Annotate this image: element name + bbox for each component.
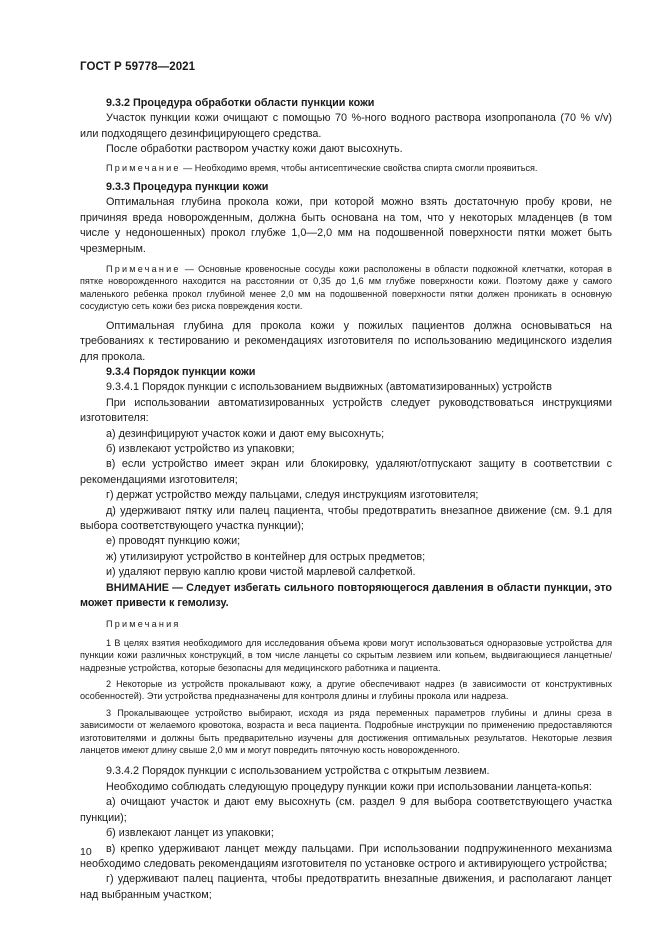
note-label: Примечание <box>106 264 181 275</box>
paragraph: При использовании автоматизированных устройств следует руководствоваться инструкциями изготовителя: <box>80 396 612 425</box>
page-number: 10 <box>80 846 92 858</box>
notes-label: Примечания <box>106 619 181 630</box>
note <box>80 162 612 174</box>
list-item: в) если устройство имеет экран или блокировку, удаляют/отпускают защиту в соответствии с рекомендациями изготовителя; <box>80 458 612 486</box>
note-item: 1 В целях взятия необходимого для исследования объема крови могут использоваться одноразовые устройства для пункции кожи различных конструкций, в том числе ланцеты со скрытым лезвием или копьем, выдвигающиеся ланцетные/надрезные устройства, которые безопасны для медицинского работника и пациента. <box>80 637 612 673</box>
list-item: а) очищают участок и дают ему высохнуть (см. раздел 9 для выбора соответствующего участка пункции); <box>80 796 612 824</box>
page-body <box>80 96 612 903</box>
document-header: ГОСТ Р 59778—2021 <box>80 61 196 73</box>
list-item: б) извлекают устройство из упаковки; <box>106 442 295 455</box>
section-heading-9-3-2: 9.3.2 Процедура обработки области пункции кожи <box>106 97 375 109</box>
subsection-9-3-4-1: 9.3.4.1 Порядок пункции с использованием выдвижных (автоматизированных) устройств <box>106 381 552 394</box>
list-item: д) удерживают пятку или палец пациента, чтобы предотвратить внезапное движение (см. 9.1 для выбора соответствующего участка пункции); <box>80 504 612 532</box>
paragraph: Необходимо соблюдать следующую процедуру пункции кожи при использовании ланцета-копья: <box>106 780 592 793</box>
paragraph: Оптимальная глубина прокола кожи, при которой можно взять достаточную пробу крови, не причиняя вреда новорожденным, должна быть основана на том, что у некоторых младенцев (в том числе у недоношенных) прокол глубже 1,0—2,0 мм на подошвенной поверхности пятки может быть чрезмерным. <box>80 196 612 255</box>
section-heading-9-3-4: 9.3.4 Порядок пункции кожи <box>106 365 256 378</box>
list-item: и) удаляют первую каплю крови чистой марлевой салфеткой. <box>106 566 416 579</box>
note-label: Примечание <box>106 162 181 173</box>
note-item: 3 Прокалывающее устройство выбирают, исходя из ряда переменных параметров глубины и длины среза в зависимости от желаемого кровотока, возраста и веса пациента. Подробные инструкции по применению предоставляются изготовителями и должны быть предварительно изучены для достижения оптимальных результатов. Некоторые лезвия ланцетов имеют длину свыше 2,0 мм и могут повредить пяточную кость новорожденного. <box>80 707 612 756</box>
warning: ВНИМАНИЕ — Следует избегать сильного повторяющегося давления в области пункции, это может привести к гемолизу. <box>80 581 612 609</box>
list-item: а) дезинфицируют участок кожи и дают ему высохнуть; <box>106 427 385 440</box>
list-item: ж) утилизируют устройство в контейнер для острых предметов; <box>106 550 426 563</box>
section-heading-9-3-3: 9.3.3 Процедура пункции кожи <box>106 181 269 194</box>
note-item: 2 Некоторые из устройств прокалывают кожу, а другие обеспечивают надрез (в зависимости от конструктивных особенностей). Эти устройства предназначены для контроля длины и глубины прокола или надреза. <box>80 679 612 702</box>
list-item: г) держат устройство между пальцами, следуя инструкциям изготовителя; <box>106 489 479 502</box>
list-item: в) крепко удерживают ланцет между пальцами. При использовании подпружиненного механизма необходимо следовать рекомендациям изготовителя по установке острого и активирующего устройства; <box>80 842 612 870</box>
list-item: б) извлекают ланцет из упаковки; <box>106 827 274 840</box>
paragraph: Участок пункции кожи очищают с помощью 70 %-ного водного раствора изопропанола (70 % v/v) или подходящего дезинфицирующего средства. <box>80 112 612 140</box>
list-item: г) удерживают палец пациента, чтобы предотвратить внезапные движения, и располагают ланцет над выбранным участком; <box>80 873 612 901</box>
note-text: — Необходимо время, чтобы антисептические свойства спирта смогли проявиться. <box>180 162 538 173</box>
paragraph: Оптимальная глубина для прокола кожи у пожилых пациентов должна основываться на требованиях к тестированию и рекомендациях изготовителя по использованию медицинского изделия для прокола. <box>80 319 612 363</box>
note <box>80 263 612 313</box>
subsection-9-3-4-2: 9.3.4.2 Порядок пункции с использованием устройства с открытым лезвием. <box>106 765 490 778</box>
note-text: — Основные кровеносные сосуды кожи расположены в области подкожной клетчатки, которая в пятке новорожденного находится на расстоянии от 0,35 до 1,6 мм глубже поверхности кожи. Поэтому даже у самого маленького ребенка прокол глубиной менее 2,0 мм на подошвенной поверхности пятки должен проникать в основную сосудистую сеть кожи без риска повреждения кости. <box>80 264 612 312</box>
paragraph: После обработки раствором участку кожи дают высохнуть. <box>106 143 403 156</box>
list-item: е) проводят пункцию кожи; <box>106 535 241 548</box>
